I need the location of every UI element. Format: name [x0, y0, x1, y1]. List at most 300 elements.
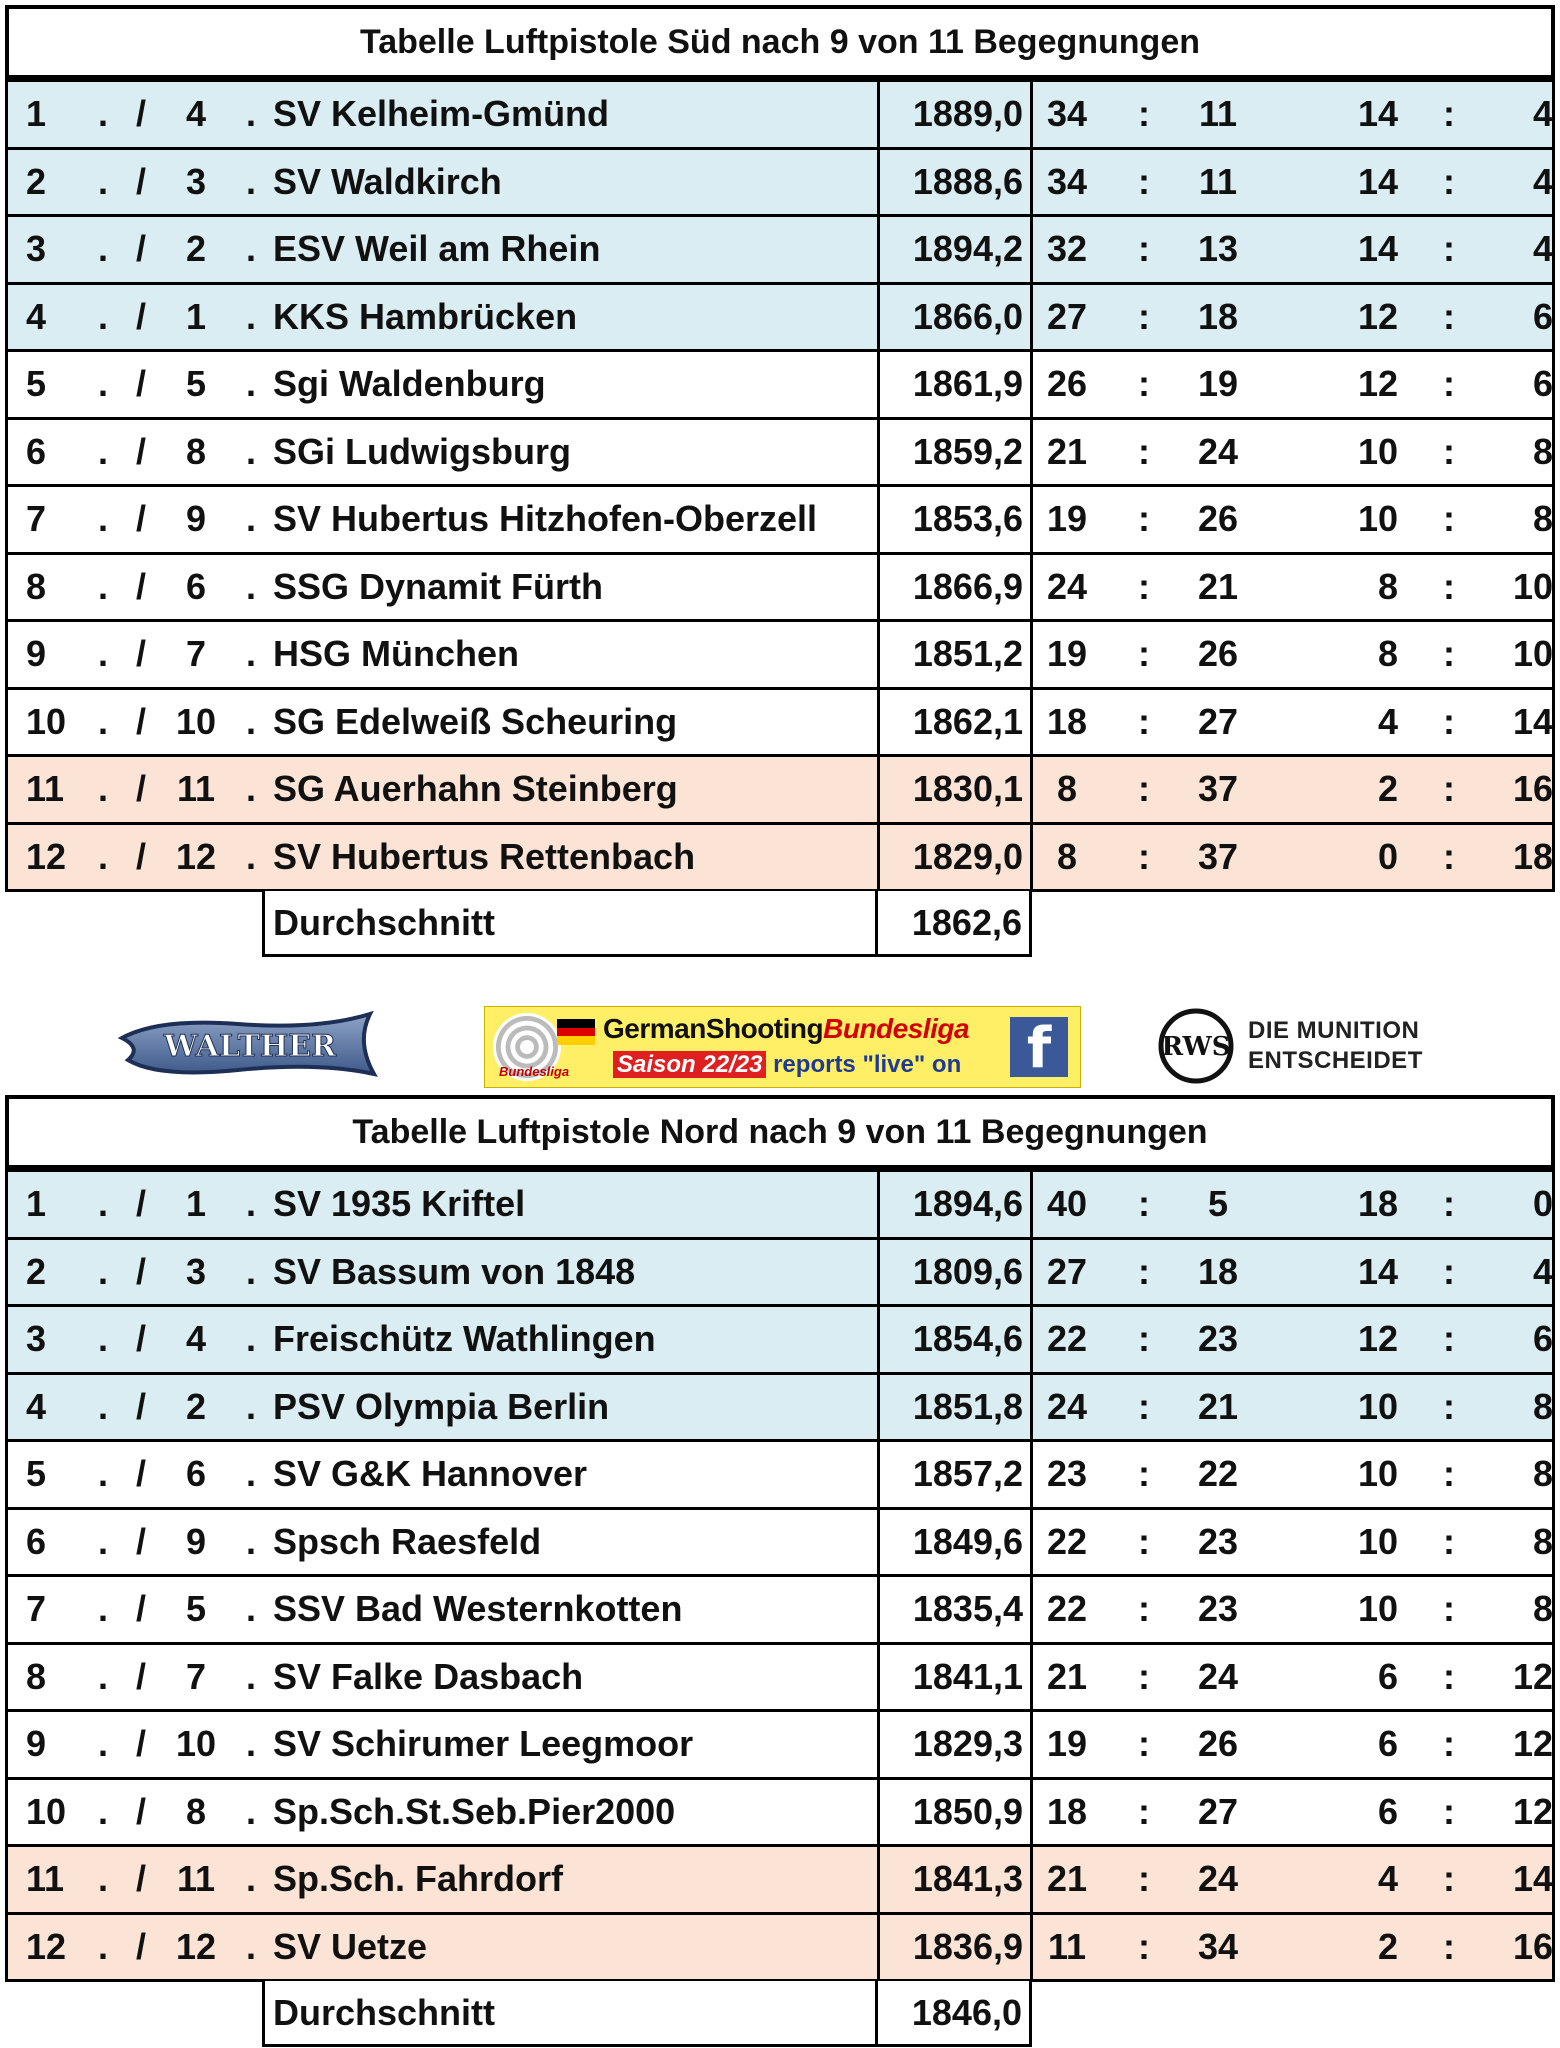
league-points-won: 4 — [1377, 700, 1398, 742]
previous-rank-cell: 2 — [185, 1385, 207, 1427]
table-row — [5, 552, 1555, 620]
match-points-lost: 24 — [1197, 1655, 1239, 1697]
league-points-won: 4 — [1377, 1858, 1398, 1900]
match-points-lost: 23 — [1197, 1520, 1239, 1562]
banner-season: Saison 22/23 — [613, 1051, 766, 1078]
banner-subtitle — [613, 1051, 961, 1079]
league-points-lost: 10 — [1512, 633, 1553, 675]
match-points-lost: 18 — [1197, 295, 1239, 337]
colon-separator: : — [1443, 430, 1455, 472]
column-divider — [1030, 1847, 1033, 1912]
colon-separator: : — [1138, 1655, 1150, 1697]
slash-separator: / — [136, 1588, 147, 1630]
team-name-cell: KKS Hambrücken — [273, 295, 578, 337]
rank-cell: 12 — [26, 1925, 67, 1967]
table-row — [5, 1777, 1555, 1845]
average-label: Durchschnitt — [273, 901, 496, 943]
league-points-won: 10 — [1357, 1453, 1398, 1495]
slash-separator: / — [136, 1655, 147, 1697]
colon-separator: : — [1138, 1790, 1150, 1832]
rws-slogan-line2: ENTSCHEIDET — [1248, 1047, 1423, 1074]
previous-rank-cell: 3 — [185, 1250, 207, 1292]
league-points-lost: 12 — [1512, 1723, 1553, 1765]
league-points-won: 8 — [1377, 565, 1398, 607]
slash-separator: / — [136, 1318, 147, 1360]
table-row — [5, 417, 1555, 485]
rank-cell: 10 — [26, 1790, 67, 1832]
average-value: 1846,0 — [911, 1991, 1022, 2033]
match-points-lost: 22 — [1197, 1453, 1239, 1495]
colon-separator: : — [1443, 565, 1455, 607]
league-points-won: 14 — [1357, 160, 1398, 202]
sponsor-strip — [0, 998, 1560, 1090]
slash-separator: / — [136, 430, 147, 472]
colon-separator: : — [1443, 835, 1455, 877]
match-points-lost: 18 — [1197, 1250, 1239, 1292]
previous-rank-cell: 9 — [185, 498, 207, 540]
colon-separator: : — [1443, 1723, 1455, 1765]
column-divider — [1030, 487, 1033, 552]
rank-cell: 2 — [26, 160, 47, 202]
column-divider — [877, 1375, 880, 1440]
slash-separator: / — [136, 700, 147, 742]
colon-separator: : — [1443, 160, 1455, 202]
colon-separator: : — [1138, 160, 1150, 202]
dot-separator: . — [98, 160, 109, 202]
score-cell: 1836,9 — [912, 1925, 1023, 1967]
match-points-lost: 24 — [1197, 430, 1239, 472]
previous-rank-cell: 7 — [185, 1655, 207, 1697]
match-points-lost: 5 — [1207, 1183, 1229, 1225]
previous-rank-cell: 6 — [185, 565, 207, 607]
rank-cell: 3 — [26, 1318, 47, 1360]
column-divider — [877, 150, 880, 215]
dot-separator: . — [246, 1858, 257, 1900]
match-points-lost: 13 — [1197, 228, 1239, 270]
dot-separator: . — [98, 1183, 109, 1225]
table-row — [5, 1169, 1555, 1237]
slash-separator: / — [136, 1723, 147, 1765]
league-points-lost: 16 — [1512, 768, 1553, 810]
dot-separator: . — [246, 228, 257, 270]
dot-separator: . — [246, 93, 257, 135]
table-row — [5, 79, 1555, 147]
score-cell: 1861,9 — [912, 363, 1023, 405]
score-cell: 1894,6 — [912, 1183, 1023, 1225]
walther-logo — [118, 1008, 382, 1084]
dot-separator: . — [246, 700, 257, 742]
league-points-lost: 6 — [1532, 363, 1553, 405]
colon-separator: : — [1138, 228, 1150, 270]
team-name-cell: SV 1935 Kriftel — [273, 1183, 526, 1225]
table-row — [5, 687, 1555, 755]
team-name-cell: SV Falke Dasbach — [273, 1655, 584, 1697]
column-divider — [877, 285, 880, 350]
slash-separator: / — [136, 768, 147, 810]
match-points-won: 24 — [1046, 565, 1088, 607]
match-points-won: 27 — [1046, 295, 1088, 337]
dot-separator: . — [98, 1858, 109, 1900]
table-row — [5, 349, 1555, 417]
slash-separator: / — [136, 1183, 147, 1225]
score-cell: 1849,6 — [912, 1520, 1023, 1562]
match-points-won: 32 — [1046, 228, 1088, 270]
dot-separator: . — [246, 1655, 257, 1697]
slash-separator: / — [136, 1520, 147, 1562]
dot-separator: . — [246, 1453, 257, 1495]
dot-separator: . — [98, 1790, 109, 1832]
table-row — [5, 1709, 1555, 1777]
score-cell: 1866,9 — [912, 565, 1023, 607]
table-row — [5, 822, 1555, 892]
table-row — [5, 1237, 1555, 1305]
column-divider — [1030, 1240, 1033, 1305]
column-divider — [1030, 1510, 1033, 1575]
rank-cell: 5 — [26, 363, 47, 405]
colon-separator: : — [1443, 93, 1455, 135]
colon-separator: : — [1138, 1453, 1150, 1495]
match-points-lost: 26 — [1197, 1723, 1239, 1765]
column-divider — [1030, 555, 1033, 620]
team-name-cell: SSG Dynamit Fürth — [273, 565, 604, 607]
league-points-won: 18 — [1357, 1183, 1398, 1225]
league-points-won: 2 — [1377, 1925, 1398, 1967]
team-name-cell: SV Waldkirch — [273, 160, 502, 202]
bundesliga-banner — [484, 1006, 1081, 1088]
league-points-won: 6 — [1377, 1655, 1398, 1697]
colon-separator: : — [1138, 1385, 1150, 1427]
dot-separator: . — [98, 93, 109, 135]
column-divider — [1030, 690, 1033, 755]
column-divider — [1030, 1307, 1033, 1372]
rank-cell: 7 — [26, 1588, 47, 1630]
rank-cell: 9 — [26, 1723, 47, 1765]
team-name-cell: Sgi Waldenburg — [273, 363, 546, 405]
match-points-won: 21 — [1046, 1858, 1088, 1900]
match-points-lost: 27 — [1197, 1790, 1239, 1832]
league-points-won: 10 — [1357, 498, 1398, 540]
score-cell: 1851,8 — [912, 1385, 1023, 1427]
dot-separator: . — [98, 1925, 109, 1967]
column-divider — [877, 420, 880, 485]
colon-separator: : — [1443, 1790, 1455, 1832]
rank-cell: 12 — [26, 835, 67, 877]
match-points-lost: 27 — [1197, 700, 1239, 742]
column-divider — [877, 1577, 880, 1642]
match-points-lost: 24 — [1197, 1858, 1239, 1900]
colon-separator: : — [1138, 1520, 1150, 1562]
slash-separator: / — [136, 1250, 147, 1292]
league-points-won: 12 — [1357, 363, 1398, 405]
column-divider — [877, 1172, 880, 1237]
league-points-won: 14 — [1357, 228, 1398, 270]
league-points-lost: 12 — [1512, 1655, 1553, 1697]
dot-separator: . — [246, 430, 257, 472]
column-divider — [1030, 1780, 1033, 1845]
dot-separator: . — [246, 295, 257, 337]
column-divider — [1030, 352, 1033, 417]
column-divider — [1030, 757, 1033, 822]
score-cell: 1866,0 — [912, 295, 1023, 337]
colon-separator: : — [1138, 633, 1150, 675]
previous-rank-cell: 4 — [185, 1318, 207, 1360]
column-divider — [877, 690, 880, 755]
league-points-lost: 6 — [1532, 295, 1553, 337]
dot-separator: . — [246, 565, 257, 607]
dot-separator: . — [98, 1588, 109, 1630]
previous-rank-cell: 12 — [175, 1925, 217, 1967]
score-cell: 1857,2 — [912, 1453, 1023, 1495]
colon-separator: : — [1443, 1250, 1455, 1292]
rws-logo-text: RWS — [1161, 1032, 1231, 1062]
dot-separator: . — [246, 1385, 257, 1427]
league-points-lost: 8 — [1532, 1385, 1553, 1427]
match-points-won: 34 — [1046, 160, 1088, 202]
colon-separator: : — [1443, 1318, 1455, 1360]
table-row — [5, 1439, 1555, 1507]
dot-separator: . — [246, 1790, 257, 1832]
team-name-cell: SV Kelheim-Gmünd — [273, 93, 610, 135]
column-divider — [877, 1780, 880, 1845]
rws-logo — [1158, 1008, 1234, 1084]
rws-slogan-line1: DIE MUNITION — [1248, 1017, 1420, 1044]
rank-cell: 11 — [26, 768, 65, 810]
colon-separator: : — [1443, 1925, 1455, 1967]
table-row — [5, 619, 1555, 687]
dot-separator: . — [246, 160, 257, 202]
match-points-lost: 37 — [1197, 835, 1239, 877]
column-divider — [877, 757, 880, 822]
team-name-cell: Sp.Sch.St.Seb.Pier2000 — [273, 1790, 676, 1832]
colon-separator: : — [1138, 768, 1150, 810]
league-points-won: 10 — [1357, 430, 1398, 472]
league-points-won: 2 — [1377, 768, 1398, 810]
league-points-lost: 18 — [1512, 835, 1553, 877]
previous-rank-cell: 1 — [185, 295, 207, 337]
league-points-lost: 12 — [1512, 1790, 1553, 1832]
previous-rank-cell: 3 — [185, 160, 207, 202]
column-divider — [1030, 825, 1033, 889]
dot-separator: . — [98, 1655, 109, 1697]
league-points-won: 0 — [1377, 835, 1398, 877]
league-points-lost: 8 — [1532, 1588, 1553, 1630]
team-name-cell: SGi Ludwigsburg — [273, 430, 571, 472]
colon-separator: : — [1443, 633, 1455, 675]
colon-separator: : — [1443, 1385, 1455, 1427]
table-rows — [5, 79, 1555, 892]
table-row — [5, 754, 1555, 822]
banner-title-a: GermanShooting — [603, 1013, 824, 1044]
league-points-lost: 4 — [1532, 160, 1553, 202]
dot-separator: . — [246, 1723, 257, 1765]
match-points-won: 23 — [1046, 1453, 1088, 1495]
league-points-won: 12 — [1357, 295, 1398, 337]
colon-separator: : — [1443, 295, 1455, 337]
dot-separator: . — [98, 1520, 109, 1562]
slash-separator: / — [136, 565, 147, 607]
dot-separator: . — [98, 1318, 109, 1360]
slash-separator: / — [136, 93, 147, 135]
colon-separator: : — [1443, 1655, 1455, 1697]
league-points-lost: 0 — [1532, 1183, 1553, 1225]
colon-separator: : — [1443, 768, 1455, 810]
team-name-cell: SV G&K Hannover — [273, 1453, 588, 1495]
league-points-lost: 8 — [1532, 1520, 1553, 1562]
colon-separator: : — [1138, 1723, 1150, 1765]
previous-rank-cell: 12 — [175, 835, 217, 877]
column-divider — [1030, 150, 1033, 215]
slash-separator: / — [136, 160, 147, 202]
column-divider — [877, 82, 880, 147]
table-row — [5, 1507, 1555, 1575]
dot-separator: . — [98, 633, 109, 675]
match-points-lost: 23 — [1197, 1318, 1239, 1360]
match-points-won: 8 — [1056, 835, 1078, 877]
column-divider — [877, 1442, 880, 1507]
table-row — [5, 214, 1555, 282]
previous-rank-cell: 11 — [176, 768, 216, 810]
table-row — [5, 1372, 1555, 1440]
match-points-lost: 26 — [1197, 498, 1239, 540]
colon-separator: : — [1138, 1318, 1150, 1360]
column-divider — [877, 352, 880, 417]
match-points-lost: 21 — [1197, 1385, 1239, 1427]
column-divider — [877, 622, 880, 687]
match-points-won: 22 — [1046, 1588, 1088, 1630]
team-name-cell: SV Schirumer Leegmoor — [273, 1723, 694, 1765]
column-divider — [1030, 1172, 1033, 1237]
dot-separator: . — [98, 700, 109, 742]
rank-cell: 10 — [26, 700, 67, 742]
score-cell: 1829,0 — [912, 835, 1023, 877]
rank-cell: 9 — [26, 633, 47, 675]
dot-separator: . — [98, 498, 109, 540]
league-points-lost: 16 — [1512, 1925, 1553, 1967]
colon-separator: : — [1443, 1520, 1455, 1562]
team-name-cell: Sp.Sch. Fahrdorf — [273, 1858, 564, 1900]
slash-separator: / — [136, 835, 147, 877]
league-points-won: 12 — [1357, 1318, 1398, 1360]
table-title: Tabelle Luftpistole Süd nach 9 von 11 Begegnungen — [5, 5, 1555, 79]
score-cell: 1854,6 — [912, 1318, 1023, 1360]
table-row — [5, 147, 1555, 215]
banner-reports: reports "live" on — [773, 1051, 962, 1078]
match-points-won: 34 — [1046, 93, 1088, 135]
target-label: Bundesliga — [499, 1064, 570, 1079]
slash-separator: / — [136, 1453, 147, 1495]
rank-cell: 3 — [26, 228, 47, 270]
rank-cell: 4 — [26, 1385, 47, 1427]
score-cell: 1830,1 — [912, 768, 1023, 810]
column-divider — [877, 1915, 880, 1979]
match-points-won: 27 — [1046, 1250, 1088, 1292]
colon-separator: : — [1443, 363, 1455, 405]
dot-separator: . — [98, 768, 109, 810]
column-divider — [877, 1712, 880, 1777]
column-divider — [877, 1645, 880, 1710]
column-divider — [1030, 1915, 1033, 1979]
table-row — [5, 1574, 1555, 1642]
colon-separator: : — [1138, 1588, 1150, 1630]
score-cell: 1889,0 — [912, 93, 1023, 135]
slash-separator: / — [136, 295, 147, 337]
colon-separator: : — [1138, 363, 1150, 405]
dot-separator: . — [246, 835, 257, 877]
dot-separator: . — [246, 1250, 257, 1292]
slash-separator: / — [136, 633, 147, 675]
table-row — [5, 484, 1555, 552]
league-points-won: 10 — [1357, 1520, 1398, 1562]
table-row — [5, 1844, 1555, 1912]
team-name-cell: SV Uetze — [273, 1925, 428, 1967]
column-divider — [1030, 217, 1033, 282]
team-name-cell: Spsch Raesfeld — [273, 1520, 542, 1562]
rank-cell: 2 — [26, 1250, 47, 1292]
match-points-won: 19 — [1046, 633, 1088, 675]
dot-separator: . — [98, 835, 109, 877]
rank-cell: 6 — [26, 1520, 47, 1562]
table-row — [5, 1304, 1555, 1372]
column-divider — [1030, 420, 1033, 485]
team-name-cell: SSV Bad Westernkotten — [273, 1588, 683, 1630]
rank-cell: 1 — [26, 1183, 47, 1225]
score-cell: 1862,1 — [912, 700, 1023, 742]
match-points-won: 19 — [1046, 498, 1088, 540]
colon-separator: : — [1138, 835, 1150, 877]
match-points-lost: 11 — [1198, 93, 1238, 135]
average-row — [262, 891, 1032, 957]
score-cell: 1841,3 — [912, 1858, 1023, 1900]
column-divider — [877, 1510, 880, 1575]
score-cell: 1809,6 — [912, 1250, 1023, 1292]
colon-separator: : — [1443, 700, 1455, 742]
colon-separator: : — [1443, 1588, 1455, 1630]
colon-separator: : — [1138, 430, 1150, 472]
league-points-lost: 6 — [1532, 1318, 1553, 1360]
slash-separator: / — [136, 498, 147, 540]
match-points-won: 22 — [1046, 1318, 1088, 1360]
slash-separator: / — [136, 228, 147, 270]
team-name-cell: Freischütz Wathlingen — [273, 1318, 656, 1360]
average-value: 1862,6 — [911, 901, 1022, 943]
dot-separator: . — [246, 1183, 257, 1225]
rank-cell: 1 — [26, 93, 47, 135]
team-name-cell: SG Edelweiß Scheuring — [273, 700, 678, 742]
slash-separator: / — [136, 363, 147, 405]
match-points-won: 18 — [1046, 1790, 1088, 1832]
previous-rank-cell: 8 — [185, 430, 207, 472]
dot-separator: . — [98, 565, 109, 607]
average-row — [262, 1981, 1032, 2047]
match-points-won: 11 — [1047, 1925, 1087, 1967]
dot-separator: . — [98, 295, 109, 337]
colon-separator: : — [1138, 700, 1150, 742]
rank-cell: 5 — [26, 1453, 47, 1495]
colon-separator: : — [1138, 295, 1150, 337]
previous-rank-cell: 5 — [185, 363, 207, 405]
match-points-lost: 11 — [1198, 160, 1238, 202]
colon-separator: : — [1138, 1858, 1150, 1900]
rank-cell: 8 — [26, 1655, 47, 1697]
column-divider — [1030, 1645, 1033, 1710]
team-name-cell: PSV Olympia Berlin — [273, 1385, 610, 1427]
score-cell: 1894,2 — [912, 228, 1023, 270]
column-divider — [877, 1847, 880, 1912]
dot-separator: . — [246, 633, 257, 675]
banner-title-b: Bundesliga — [823, 1013, 970, 1044]
team-name-cell: SG Auerhahn Steinberg — [273, 768, 678, 810]
dot-separator: . — [246, 1520, 257, 1562]
